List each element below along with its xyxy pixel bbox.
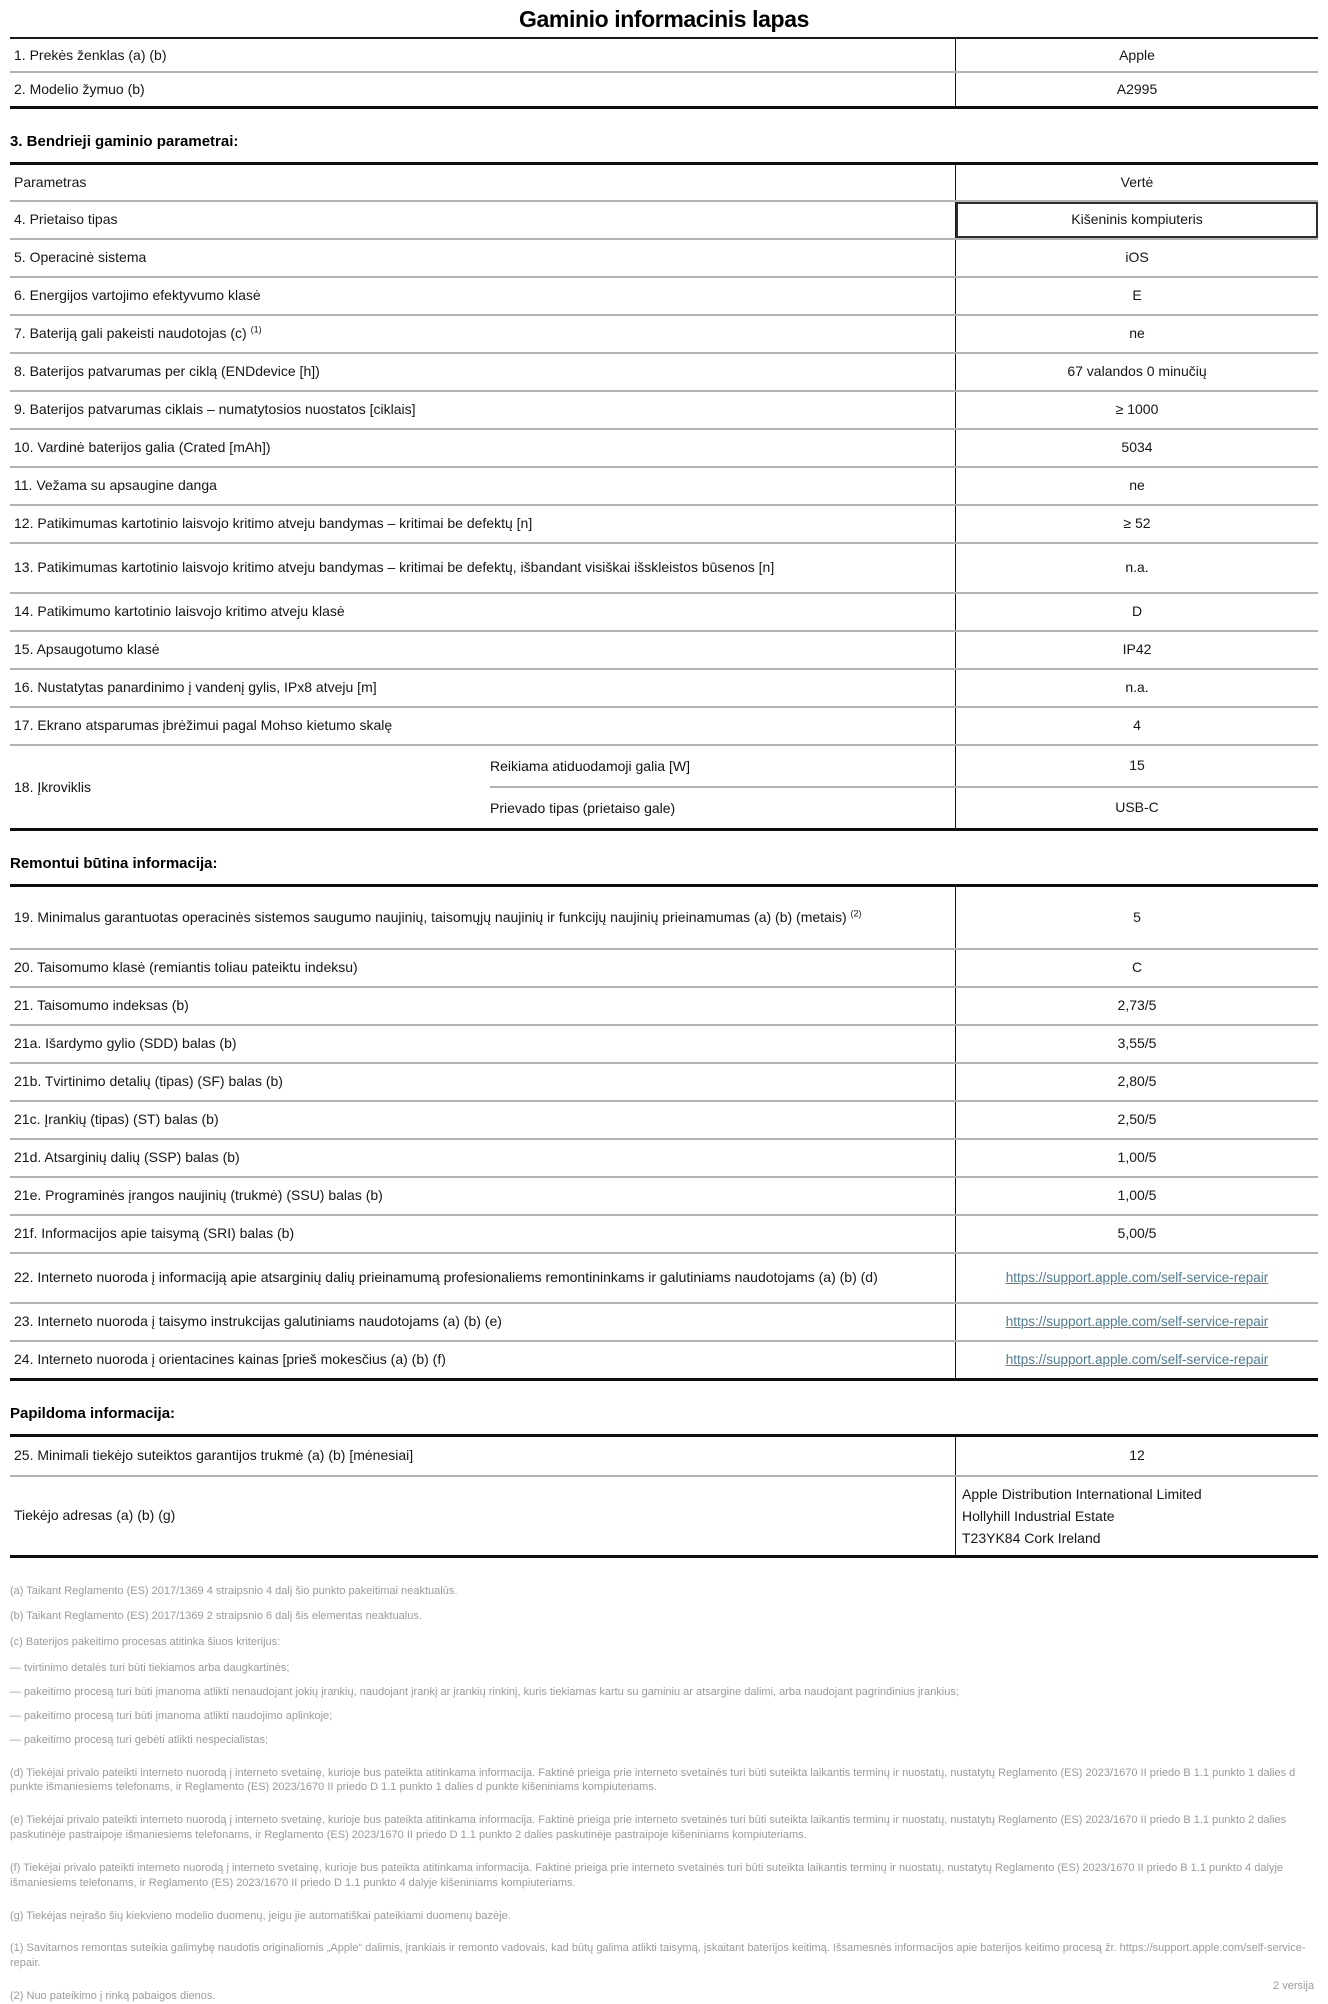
- row-label: 21. Taisomumo indeksas (b): [14, 997, 189, 1014]
- table-row: [10, 1138, 1318, 1176]
- row-value: 4: [955, 708, 1318, 744]
- footnote-f: (f) Tiekėjai privalo pateikti interneto nuorodą į interneto svetainę, kurioje bus pateikta atitinkama informacija. Faktinė prieiga prie interneto svetainės turi būti suteikta laikantis terminų ir nuostatų, nustatytų Reglamento (ES) 2023/1670 II priedo B 1.1 punkto 4 dalyje išmaniesiems telefonams, ir Reglamento (ES) 2023/1670 II priedo D 1.1 punkto 4 dalyje kišeniniams kompiuteriams.: [10, 1861, 1284, 1889]
- footnote-c-criterion: — pakeitimo procesą turi būti įmanoma atlikti nenaudojant jokių įrankių, naudojant įrankį ar įrankių rinkinį, kuris tiekiamas kartu su gaminiu ar atsargine dalimi, arba naudojant pagrindinius įrankius;: [10, 1685, 959, 1698]
- row-label: 21c. Įrankių (tipas) (ST) balas (b): [14, 1111, 219, 1128]
- row-label: 23. Interneto nuoroda į taisymo instrukcijas galutiniams naudotojams (a) (b) (e): [14, 1313, 502, 1330]
- table-row: [10, 390, 1318, 428]
- row-value: Kišeninis kompiuteris: [955, 202, 1318, 238]
- footnote-marker: (2): [850, 908, 862, 919]
- row-value: ne: [955, 468, 1318, 504]
- row-value: 2,73/5: [955, 988, 1318, 1024]
- section-heading-general: 3. Bendrieji gaminio parametrai:: [10, 132, 239, 150]
- row-value: 2,80/5: [955, 1064, 1318, 1100]
- supplier-address: [955, 1477, 1318, 1555]
- row-sublabel: Reikiama atiduodamoji galia [W]: [490, 757, 690, 774]
- column-header-value: Vertė: [955, 165, 1318, 200]
- row-value: 12: [955, 1437, 1318, 1475]
- row-value: ne: [955, 316, 1318, 352]
- table-row: [10, 428, 1318, 466]
- repair-information-table: [10, 884, 1318, 1381]
- table-row: [10, 1252, 1318, 1302]
- row-value: Apple: [955, 39, 1318, 71]
- charger-row: [10, 744, 1318, 828]
- table-row: [10, 592, 1318, 630]
- footnotes: [10, 1584, 1318, 2004]
- address-line: T23YK84 Cork Ireland: [962, 1529, 1101, 1546]
- table-row: [10, 1437, 1318, 1475]
- table-row: [10, 1100, 1318, 1138]
- footnote-c-criterion: — pakeitimo procesą turi gebėti atlikti nespecialistas;: [10, 1733, 269, 1746]
- row-label: 2. Modelio žymuo (b): [14, 81, 145, 98]
- row-value: 5,00/5: [955, 1216, 1318, 1252]
- charger-sub-row: [490, 786, 1318, 828]
- row-value: 67 valandos 0 minučių: [955, 354, 1318, 390]
- address-line: Hollyhill Industrial Estate: [962, 1507, 1115, 1524]
- additional-information-table: [10, 1434, 1318, 1558]
- row-value: iOS: [955, 240, 1318, 276]
- table-row: [10, 1302, 1318, 1340]
- table-row: [10, 39, 1318, 71]
- table-row: [10, 238, 1318, 276]
- row-label: 10. Vardinė baterijos galia (Crated [mAh]): [14, 439, 271, 456]
- table-header-row: [10, 165, 1318, 200]
- row-label: 21b. Tvirtinimo detalių (tipas) (SF) balas (b): [14, 1073, 283, 1090]
- row-label: 4. Prietaiso tipas: [14, 211, 118, 228]
- row-value: 5034: [955, 430, 1318, 466]
- table-row: [10, 276, 1318, 314]
- table-row: [10, 706, 1318, 744]
- charger-sub-rows: [490, 746, 1318, 828]
- footnote-marker: (1): [250, 324, 262, 335]
- self-service-repair-link[interactable]: https://support.apple.com/self-service-repair: [1005, 1269, 1269, 1285]
- footnote-1: (1) Savitarnos remontas suteikia galimybę naudotis originaliomis „Apple“ dalimis, įrankiais ir remonto vadovais, kad būtų galima atlikti taisymą, įskaitant baterijos keitimą. Išsamesnės informacijos apie baterijos keitimo procesą žr. https://support.apple.com/self-service-repair.: [10, 1942, 1306, 1970]
- row-value: n.a.: [955, 544, 1318, 592]
- table-row: [10, 200, 1318, 238]
- row-label: 5. Operacinė sistema: [14, 249, 147, 266]
- row-value: [955, 1342, 1318, 1378]
- general-parameters-table: [10, 162, 1318, 831]
- table-row: [10, 1340, 1318, 1378]
- row-value: 5: [955, 887, 1318, 948]
- address-line: Apple Distribution International Limited: [962, 1485, 1202, 1502]
- row-label: 18. Įkroviklis: [14, 778, 92, 795]
- page-title: Gaminio informacinis lapas: [519, 6, 809, 32]
- identification-table: [10, 37, 1318, 109]
- table-row: [10, 668, 1318, 706]
- column-header-parameter: Parametras: [14, 173, 87, 190]
- footnote-e: (e) Tiekėjai privalo pateikti interneto nuorodą į interneto svetainę, kurioje bus pateikta atitinkama informacija. Faktinė prieiga prie interneto svetainės turi būti suteikta laikantis terminų ir nuostatų, nustatytų Reglamento (ES) 2023/1670 II priedo B 1.1 punkto 2 dalies paskutinėje pastraipoje išmaniesiems telefonams, ir Reglamento (ES) 2023/1670 II priedo D 1.1 punkto 2 dalies paskutinėje pastraipoje kišeniniams kompiuteriams.: [10, 1814, 1287, 1842]
- table-row: [10, 71, 1318, 105]
- table-row: [10, 630, 1318, 668]
- row-value: 2,50/5: [955, 1102, 1318, 1138]
- table-row: [10, 986, 1318, 1024]
- row-value: [955, 1304, 1318, 1340]
- row-label: 21a. Išardymo gylio (SDD) balas (b): [14, 1035, 237, 1052]
- table-row: [10, 1214, 1318, 1252]
- row-label: 7. Bateriją gali pakeisti naudotojas (c) $^{(1)}$: [14, 324, 262, 342]
- table-row: [10, 1176, 1318, 1214]
- table-row: [10, 466, 1318, 504]
- row-value: 1,00/5: [955, 1140, 1318, 1176]
- row-label: 12. Patikimumas kartotinio laisvojo kritimo atveju bandymas – kritimai be defektų [n]: [14, 515, 533, 532]
- table-row: [10, 1062, 1318, 1100]
- section-heading-additional: Papildoma informacija:: [10, 1404, 176, 1422]
- row-label: 13. Patikimumas kartotinio laisvojo kritimo atveju bandymas – kritimai be defektų, išbandant visiškai išskleistos būsenos [n]: [14, 559, 775, 576]
- row-label: 17. Ekrano atsparumas įbrėžimui pagal Mohso kietumo skalę: [14, 717, 393, 734]
- row-label: 6. Energijos vartojimo efektyvumo klasė: [14, 287, 261, 304]
- row-label: Tiekėjo adresas (a) (b) (g): [14, 1507, 176, 1524]
- row-label: 20. Taisomumo klasė (remiantis toliau pateiktu indeksu): [14, 959, 358, 976]
- row-label: 24. Interneto nuoroda į orientacines kainas [prieš mokesčius (a) (b) (f): [14, 1351, 446, 1368]
- charger-sub-row: [490, 746, 1318, 786]
- footnote-c-criterion: — tvirtinimo detalės turi būti tiekiamos arba daugkartinės;: [10, 1662, 290, 1675]
- row-value: 15: [955, 746, 1318, 786]
- row-sublabel: Prievado tipas (prietaiso gale): [490, 799, 676, 816]
- row-label: 8. Baterijos patvarumas per ciklą (ENDdevice [h]): [14, 363, 320, 380]
- row-value: 1,00/5: [955, 1178, 1318, 1214]
- table-row: [10, 504, 1318, 542]
- row-label: 25. Minimali tiekėjo suteiktos garantijos trukmė (a) (b) [mėnesiai]: [14, 1447, 414, 1464]
- row-label: 14. Patikimumo kartotinio laisvojo kritimo atveju klasė: [14, 603, 345, 620]
- section-heading-repair: Remontui būtina informacija:: [10, 854, 218, 872]
- table-row: [10, 314, 1318, 352]
- row-value: USB-C: [955, 788, 1318, 828]
- row-value: C: [955, 950, 1318, 986]
- supplier-address-row: [10, 1475, 1318, 1555]
- row-value: ≥ 1000: [955, 392, 1318, 428]
- footnote-a: (a) Taikant Reglamento (ES) 2017/1369 4 straipsnio 4 dalį šio punkto pakeitimai neaktualūs.: [10, 1584, 458, 1597]
- row-label: 9. Baterijos patvarumas ciklais – numatytosios nuostatos [ciklais]: [14, 401, 416, 418]
- row-value: ≥ 52: [955, 506, 1318, 542]
- footnote-c: (c) Baterijos pakeitimo procesas atitinka šiuos kriterijus:: [10, 1636, 281, 1649]
- row-label: 19. Minimalus garantuotas operacinės sistemos saugumo naujinių, taisomųjų naujinių ir funkcijų naujinių prieinamumas (a) (b) (metais) $^{(2)}$: [14, 908, 862, 925]
- row-value: D: [955, 594, 1318, 630]
- self-service-repair-link[interactable]: https://support.apple.com/self-service-repair: [1005, 1351, 1269, 1367]
- row-value: [955, 1254, 1318, 1302]
- row-value: 3,55/5: [955, 1026, 1318, 1062]
- footnote-d: (d) Tiekėjai privalo pateikti interneto nuorodą į interneto svetainę, kurioje bus pateikta atitinkama informacija. Faktinė prieiga prie interneto svetainės turi būti suteikta laikantis terminų ir nuostatų, nustatytų Reglamento (ES) 2023/1670 II priedo B 1.1 punkto 1 dalies d punkte išmaniesiems telefonams, ir Reglamento (ES) 2023/1670 II priedo D 1.1 punkto 1 dalies d punkte kišeniniams kompiuteriams.: [10, 1766, 1296, 1794]
- footnote-c-criterion: — pakeitimo procesą turi būti įmanoma atlikti naudojimo aplinkoje;: [10, 1709, 333, 1722]
- table-row: [10, 1024, 1318, 1062]
- row-label: 21f. Informacijos apie taisymą (SRI) balas (b): [14, 1225, 295, 1242]
- row-label: 21d. Atsarginių dalių (SSP) balas (b): [14, 1149, 240, 1166]
- table-row: [10, 352, 1318, 390]
- row-value: A2995: [955, 73, 1318, 105]
- table-row: [10, 887, 1318, 948]
- row-value: IP42: [955, 632, 1318, 668]
- footnote-b: (b) Taikant Reglamento (ES) 2017/1369 2 straipsnio 6 dalį šis elementas neaktualus.: [10, 1610, 422, 1623]
- row-value: E: [955, 278, 1318, 314]
- document-version: 2 versija: [1273, 1980, 1314, 1992]
- footnote-2: (2) Nuo pateikimo į rinką pabaigos dienos.: [10, 1990, 216, 2003]
- footnote-g: (g) Tiekėjas neįrašo šių kiekvieno modelio duomenų, jeigu jie automatiškai pateikiami duomenų bazėje.: [10, 1909, 511, 1922]
- row-label: 15. Apsaugotumo klasė: [14, 641, 160, 658]
- table-row: [10, 542, 1318, 592]
- row-value: n.a.: [955, 670, 1318, 706]
- row-label: 22. Interneto nuoroda į informaciją apie atsarginių dalių prieinamumą profesionaliems remontininkams ir galutiniams naudotojams (a) (b) (d): [14, 1269, 878, 1286]
- row-label: 11. Vežama su apsaugine danga: [14, 477, 217, 494]
- row-label: 16. Nustatytas panardinimo į vandenį gylis, IPx8 atveju [m]: [14, 679, 377, 696]
- row-label: 1. Prekės ženklas (a) (b): [14, 47, 167, 63]
- row-label: 21e. Programinės įrangos naujinių (trukmė) (SSU) balas (b): [14, 1187, 383, 1204]
- self-service-repair-link[interactable]: https://support.apple.com/self-service-repair: [1005, 1313, 1269, 1329]
- table-row: [10, 948, 1318, 986]
